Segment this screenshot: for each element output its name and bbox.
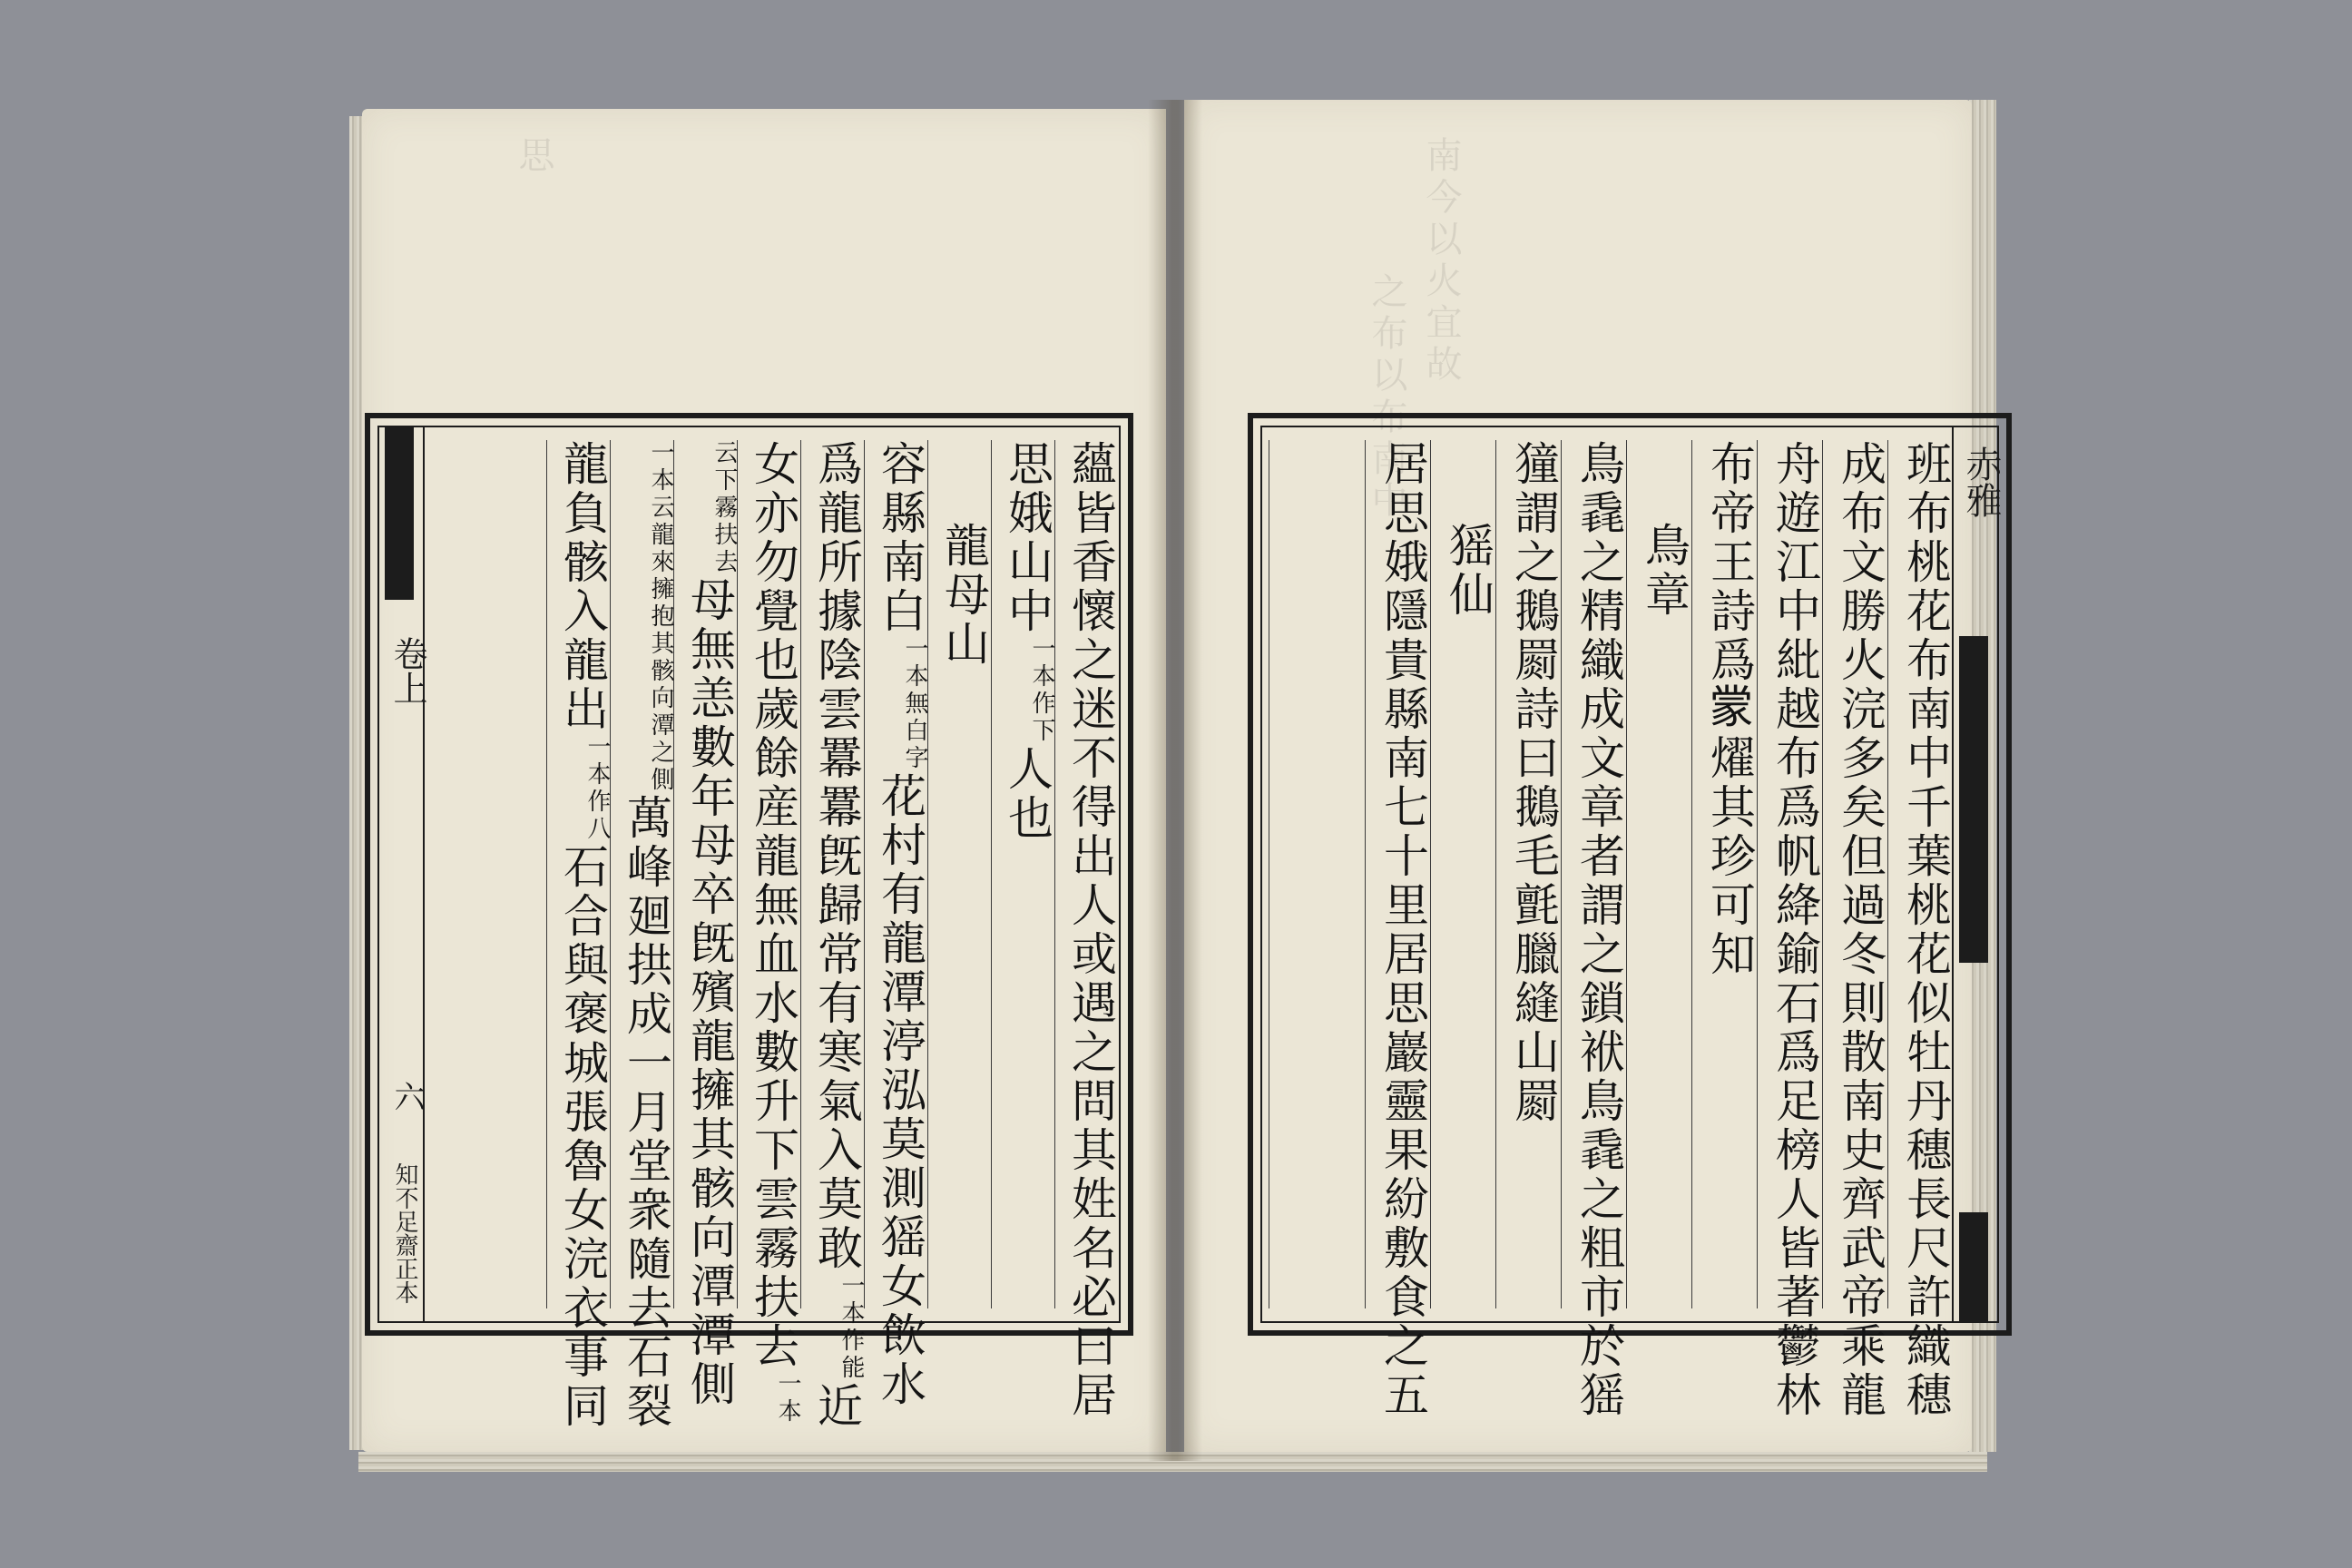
column-text: 容縣南白 — [874, 440, 926, 636]
text-column — [1495, 440, 1562, 1308]
banxin-center-strip — [379, 427, 425, 1321]
column-text: 爲龍所據陰雲羃羃旣歸常有寒氣入莫敢 — [810, 440, 863, 1273]
column-text: 班布桃花布南中千葉桃花似牡丹穗長尺許織穗 — [1899, 440, 1952, 1420]
column-text: 女亦勿覺也歲餘産龍無血水數升下雲霧扶去 — [747, 440, 799, 1371]
annotation-note: 一本作下 — [1028, 636, 1055, 745]
book-gutter — [1148, 100, 1202, 1461]
column-text: 蘊皆香懷之迷不得出人或遇之問其姓名必曰居 — [1064, 440, 1117, 1420]
show-through-texture: 之布以布南中 — [1366, 272, 1407, 523]
text-column — [1691, 440, 1758, 1308]
column-text: 花村有龍潭渟泓莫測猺女飲水 — [874, 772, 926, 1409]
juan-label: 卷上 — [387, 636, 427, 705]
text-column — [673, 440, 738, 1409]
annotation-note: 一本云龍來擁抱其骸向潭之側 — [647, 440, 674, 794]
text-column — [1054, 440, 1119, 1420]
column-text: 石合與褒城張魯女浣衣事同 — [556, 843, 609, 1431]
column-text: 母無恙數年母卒旣殯龍擁其骸向潭潭側 — [683, 576, 736, 1409]
show-through-texture: 思 — [513, 136, 554, 178]
book-title: 赤雅 — [1960, 446, 2002, 518]
blank-column — [1269, 440, 1366, 1308]
column-text: 思娥山中 — [1001, 440, 1054, 636]
text-column — [800, 440, 865, 1431]
column-text: 獞謂之鵝罽詩曰鵝毛氈臘縫山罽 — [1507, 440, 1560, 1126]
annotation-note: 一本作能 — [838, 1273, 865, 1382]
banxin-center-strip — [1952, 427, 2002, 1321]
text-column — [1757, 440, 1823, 1420]
section-heading: 龍母山 — [937, 522, 990, 669]
show-through-texture: 南今以火宜故 — [1420, 136, 1462, 387]
right-page-inner-border — [1260, 426, 2002, 1420]
column-text: 鳥毳之精織成文章者謂之鎖袱鳥毳之粗市於猺 — [1573, 440, 1625, 1420]
column-text: 居思娥隱貴縣南七十里居思巖靈果紛敷食之五 — [1377, 440, 1429, 1420]
annotation-note: 一本無白字 — [901, 636, 928, 772]
column-text: 龍負骸入龍出 — [556, 440, 609, 734]
section-heading-column — [1626, 440, 1692, 1308]
column-text: 成布文勝火浣多矣但過冬則散南史齊武帝乘龍 — [1834, 440, 1886, 1420]
section-heading-column — [927, 440, 992, 1308]
right-page-frame — [1248, 413, 2012, 1420]
left-page-inner-border — [377, 426, 1121, 1431]
text-column — [610, 440, 674, 1431]
section-heading: 鳥章 — [1638, 522, 1690, 620]
publisher-label: 知不足齋正本 — [391, 1162, 418, 1304]
section-heading: 猺仙 — [1442, 522, 1494, 620]
text-column — [864, 440, 928, 1409]
column-text: 人也 — [1001, 745, 1054, 843]
column-text: 萬峰廻拱成一月堂衆隨去石裂 — [620, 794, 672, 1431]
annotation-note: 一本 — [774, 1371, 801, 1426]
page-number: 六 — [388, 1081, 425, 1112]
fish-tail-mark — [385, 427, 414, 600]
text-column — [1365, 440, 1431, 1420]
text-column — [546, 440, 611, 1431]
column-text: 布帝王詩爲𫎇燿其珍可知 — [1703, 440, 1756, 979]
annotation-note: 一本作八 — [583, 734, 611, 843]
left-page-frame — [365, 413, 1133, 1431]
text-column — [737, 440, 801, 1426]
text-column — [1822, 440, 1888, 1420]
column-text: 舟遊江中紕越布爲帆絳鍮石爲足榜人皆著鬱林 — [1769, 440, 1821, 1420]
fish-tail-mark — [1959, 1212, 1988, 1321]
annotation-note: 云下霧扶去 — [710, 440, 738, 576]
text-column — [1561, 440, 1627, 1420]
section-heading-column — [1430, 440, 1496, 1308]
column-text: 近 — [810, 1382, 863, 1431]
fish-tail-mark — [1959, 636, 1988, 963]
text-column — [991, 440, 1055, 1308]
text-column — [1887, 440, 1954, 1420]
